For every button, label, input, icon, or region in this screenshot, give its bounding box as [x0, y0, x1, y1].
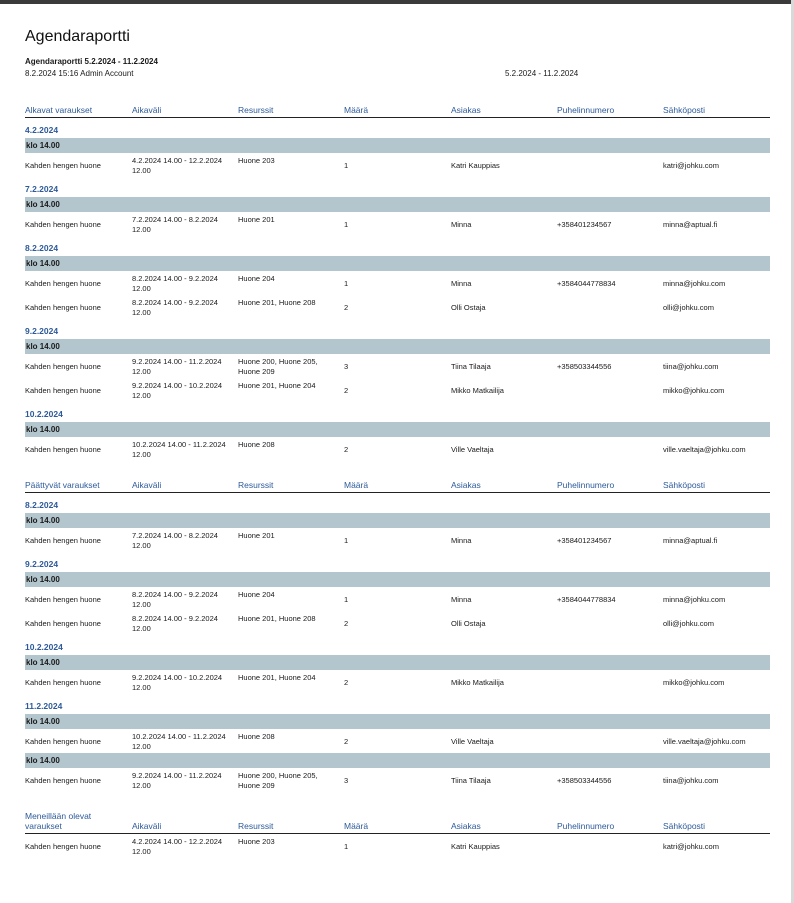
date-heading: 8.2.2024 — [25, 243, 59, 253]
resources-cell: Huone 204 — [238, 590, 275, 599]
interval-cell: 10.2.2024 14.00 - 11.2.2024 12.00 — [132, 440, 226, 459]
column-header: Aikaväli — [132, 821, 162, 831]
interval-cell: 8.2.2024 14.00 - 9.2.2024 12.00 — [132, 274, 218, 293]
phone-cell: +358401234567 — [557, 536, 612, 545]
quantity-cell: 1 — [344, 279, 349, 288]
time-band: klo 14.00 — [25, 339, 770, 354]
room-type-cell: Kahden hengen huone — [25, 220, 101, 229]
resources-cell: Huone 200, Huone 205, Huone 209 — [238, 357, 318, 376]
column-header: Aikaväli — [132, 480, 162, 490]
table-row — [25, 834, 770, 858]
customer-cell: Tiina Tilaaja — [451, 776, 491, 785]
report-sections — [25, 106, 770, 858]
customer-cell: Katri Kauppias — [451, 161, 500, 170]
customer-cell: Minna — [451, 536, 472, 545]
resources-cell: Huone 201, Huone 204 — [238, 381, 316, 390]
report-section — [25, 812, 770, 858]
phone-cell: +358503344556 — [557, 362, 612, 371]
resources-cell: Huone 201, Huone 208 — [238, 614, 316, 623]
email-cell: olli@johku.com — [663, 303, 714, 312]
room-type-cell: Kahden hengen huone — [25, 536, 101, 545]
room-type-cell: Kahden hengen huone — [25, 842, 101, 851]
quantity-cell: 1 — [344, 842, 349, 851]
phone-cell: +358503344556 — [557, 776, 612, 785]
resources-cell: Huone 201, Huone 208 — [238, 298, 316, 307]
interval-cell: 9.2.2024 14.00 - 10.2.2024 12.00 — [132, 673, 223, 692]
quantity-cell: 2 — [344, 737, 349, 746]
room-type-cell: Kahden hengen huone — [25, 595, 101, 604]
table-row — [25, 587, 770, 611]
resources-cell: Huone 200, Huone 205, Huone 209 — [238, 771, 318, 790]
column-header: Sähköposti — [663, 821, 706, 831]
email-cell: minna@johku.com — [663, 595, 726, 604]
column-header: Resurssit — [238, 480, 274, 490]
quantity-cell: 2 — [344, 386, 349, 395]
quantity-cell: 1 — [344, 161, 349, 170]
resources-cell: Huone 201, Huone 204 — [238, 673, 316, 682]
column-header: Resurssit — [238, 105, 274, 115]
resources-cell: Huone 203 — [238, 156, 275, 165]
room-type-cell: Kahden hengen huone — [25, 619, 101, 628]
customer-cell: Katri Kauppias — [451, 842, 500, 851]
column-header: Määrä — [344, 821, 369, 831]
resources-cell: Huone 203 — [238, 837, 275, 846]
customer-cell: Ville Vaeltaja — [451, 737, 494, 746]
date-heading: 10.2.2024 — [25, 642, 63, 652]
interval-cell: 9.2.2024 14.00 - 11.2.2024 12.00 — [132, 771, 222, 790]
column-header: Asiakas — [451, 821, 481, 831]
room-type-cell: Kahden hengen huone — [25, 386, 101, 395]
page-title: Agendaraportti — [25, 28, 130, 45]
time-band: klo 14.00 — [25, 197, 770, 212]
resources-cell: Huone 204 — [238, 274, 275, 283]
interval-cell: 7.2.2024 14.00 - 8.2.2024 12.00 — [132, 531, 218, 550]
customer-cell: Olli Ostaja — [451, 303, 486, 312]
date-heading: 9.2.2024 — [25, 326, 59, 336]
column-header: Sähköposti — [663, 105, 706, 115]
room-type-cell: Kahden hengen huone — [25, 737, 101, 746]
interval-cell: 10.2.2024 14.00 - 11.2.2024 12.00 — [132, 732, 226, 751]
section-heading: Alkavat varaukset — [25, 105, 93, 115]
customer-cell: Minna — [451, 595, 472, 604]
resources-cell: Huone 201 — [238, 531, 275, 540]
section-header — [25, 481, 770, 493]
viewer-top-bar — [0, 0, 794, 4]
column-header: Puhelinnumero — [557, 105, 615, 115]
table-row — [25, 528, 770, 552]
table-row — [25, 670, 770, 694]
date-heading: 9.2.2024 — [25, 559, 59, 569]
phone-cell: +3584044778834 — [557, 595, 616, 604]
resources-cell: Huone 208 — [238, 732, 275, 741]
section-header — [25, 812, 770, 834]
email-cell: mikko@johku.com — [663, 678, 725, 687]
customer-cell: Olli Ostaja — [451, 619, 486, 628]
column-header: Resurssit — [238, 821, 274, 831]
date-heading: 11.2.2024 — [25, 701, 63, 711]
date-range: 5.2.2024 - 11.2.2024 — [505, 69, 579, 78]
quantity-cell: 3 — [344, 776, 349, 785]
customer-cell: Tiina Tilaaja — [451, 362, 491, 371]
quantity-cell: 2 — [344, 303, 349, 312]
room-type-cell: Kahden hengen huone — [25, 776, 101, 785]
column-header: Määrä — [344, 105, 369, 115]
interval-cell: 8.2.2024 14.00 - 9.2.2024 12.00 — [132, 590, 218, 609]
email-cell: tiina@johku.com — [663, 362, 719, 371]
email-cell: mikko@johku.com — [663, 386, 725, 395]
quantity-cell: 2 — [344, 619, 349, 628]
time-band: klo 14.00 — [25, 572, 770, 587]
date-heading: 8.2.2024 — [25, 500, 59, 510]
report-subtitle: Agendaraportti 5.2.2024 - 11.2.2024 — [25, 57, 158, 66]
quantity-cell: 1 — [344, 536, 349, 545]
column-header: Puhelinnumero — [557, 480, 615, 490]
customer-cell: Ville Vaeltaja — [451, 445, 494, 454]
report-section — [25, 106, 770, 461]
room-type-cell: Kahden hengen huone — [25, 161, 101, 170]
column-header: Sähköposti — [663, 480, 706, 490]
date-heading: 4.2.2024 — [25, 125, 59, 135]
date-heading: 10.2.2024 — [25, 409, 63, 419]
report-page — [25, 28, 770, 858]
table-row — [25, 378, 770, 402]
email-cell: minna@aptual.fi — [663, 220, 718, 229]
section-header — [25, 106, 770, 118]
room-type-cell: Kahden hengen huone — [25, 303, 101, 312]
column-header: Asiakas — [451, 105, 481, 115]
interval-cell: 9.2.2024 14.00 - 10.2.2024 12.00 — [132, 381, 223, 400]
quantity-cell: 1 — [344, 595, 349, 604]
interval-cell: 7.2.2024 14.00 - 8.2.2024 12.00 — [132, 215, 218, 234]
interval-cell: 9.2.2024 14.00 - 11.2.2024 12.00 — [132, 357, 222, 376]
time-band: klo 14.00 — [25, 655, 770, 670]
table-row — [25, 212, 770, 236]
interval-cell: 4.2.2024 14.00 - 12.2.2024 12.00 — [132, 156, 223, 175]
section-heading: Meneillään olevat varaukset — [25, 811, 92, 831]
table-row — [25, 611, 770, 635]
phone-cell: +3584044778834 — [557, 279, 616, 288]
column-header: Asiakas — [451, 480, 481, 490]
date-heading: 7.2.2024 — [25, 184, 59, 194]
email-cell: minna@aptual.fi — [663, 536, 718, 545]
interval-cell: 8.2.2024 14.00 - 9.2.2024 12.00 — [132, 614, 218, 633]
table-row — [25, 729, 770, 753]
column-header: Puhelinnumero — [557, 821, 615, 831]
email-cell: minna@johku.com — [663, 279, 726, 288]
column-header: Aikaväli — [132, 105, 162, 115]
resources-cell: Huone 201 — [238, 215, 275, 224]
customer-cell: Mikko Matkailija — [451, 386, 504, 395]
quantity-cell: 2 — [344, 445, 349, 454]
quantity-cell: 2 — [344, 678, 349, 687]
quantity-cell: 1 — [344, 220, 349, 229]
email-cell: ville.vaeltaja@johku.com — [663, 737, 746, 746]
report-meta — [25, 69, 770, 83]
table-row — [25, 153, 770, 177]
email-cell: tiina@johku.com — [663, 776, 719, 785]
table-row — [25, 768, 770, 792]
room-type-cell: Kahden hengen huone — [25, 678, 101, 687]
room-type-cell: Kahden hengen huone — [25, 279, 101, 288]
interval-cell: 8.2.2024 14.00 - 9.2.2024 12.00 — [132, 298, 218, 317]
time-band: klo 14.00 — [25, 753, 770, 768]
interval-cell: 4.2.2024 14.00 - 12.2.2024 12.00 — [132, 837, 223, 856]
customer-cell: Mikko Matkailija — [451, 678, 504, 687]
time-band: klo 14.00 — [25, 714, 770, 729]
table-row — [25, 437, 770, 461]
time-band: klo 14.00 — [25, 513, 770, 528]
customer-cell: Minna — [451, 220, 472, 229]
section-heading: Päättyvät varaukset — [25, 480, 100, 490]
customer-cell: Minna — [451, 279, 472, 288]
table-row — [25, 295, 770, 319]
email-cell: olli@johku.com — [663, 619, 714, 628]
report-section — [25, 481, 770, 792]
phone-cell: +358401234567 — [557, 220, 612, 229]
column-header: Määrä — [344, 480, 369, 490]
room-type-cell: Kahden hengen huone — [25, 445, 101, 454]
room-type-cell: Kahden hengen huone — [25, 362, 101, 371]
time-band: klo 14.00 — [25, 138, 770, 153]
time-band: klo 14.00 — [25, 422, 770, 437]
quantity-cell: 3 — [344, 362, 349, 371]
resources-cell: Huone 208 — [238, 440, 275, 449]
email-cell: katri@johku.com — [663, 842, 719, 851]
table-row — [25, 271, 770, 295]
email-cell: katri@johku.com — [663, 161, 719, 170]
time-band: klo 14.00 — [25, 256, 770, 271]
email-cell: ville.vaeltaja@johku.com — [663, 445, 746, 454]
created-info: 8.2.2024 15:16 Admin Account — [25, 69, 134, 78]
table-row — [25, 354, 770, 378]
